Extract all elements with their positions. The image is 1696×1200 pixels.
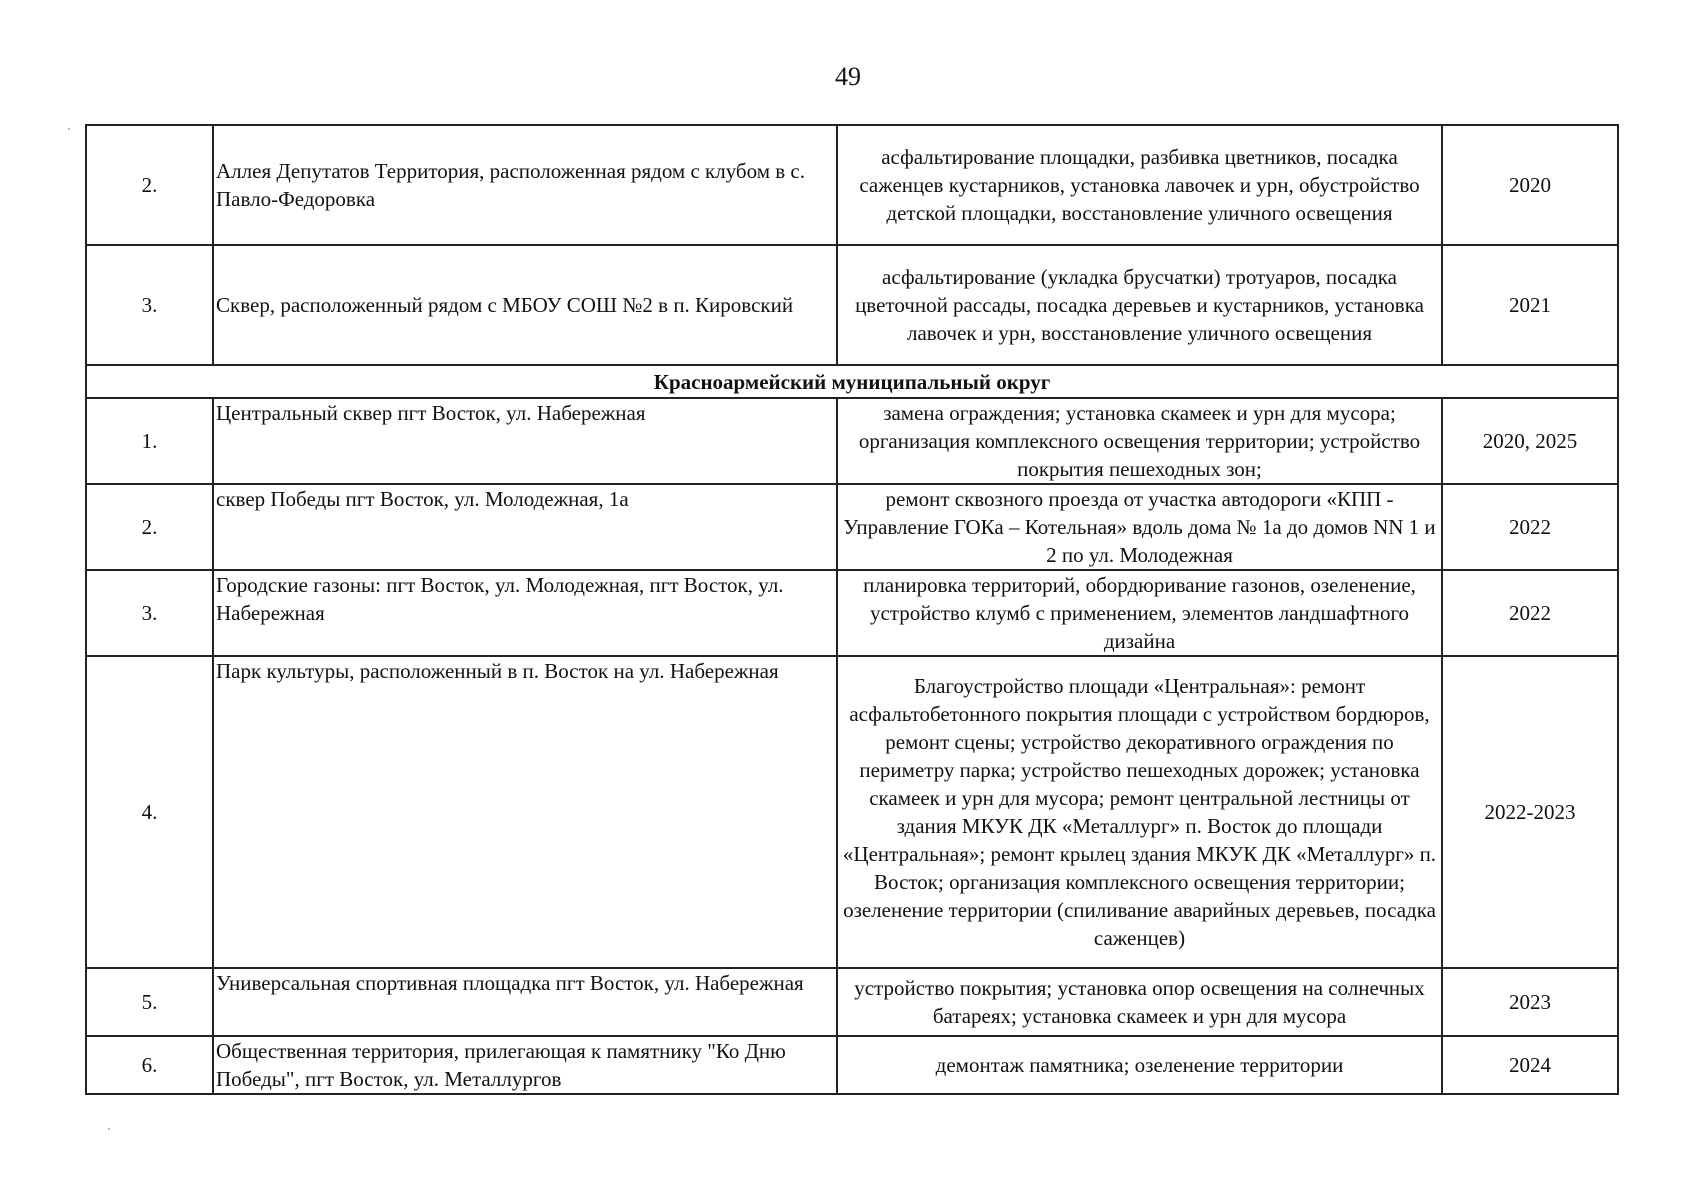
row-number: 6. xyxy=(86,1036,213,1094)
section-title: Красноармейский муниципальный округ xyxy=(86,365,1618,398)
table-row xyxy=(86,968,1618,1036)
table-row xyxy=(86,484,1618,570)
territory-name: Центральный сквер пгт Восток, ул. Набережная xyxy=(213,398,837,484)
works-description: устройство покрытия; установка опор освещения на солнечных батареях; установка скамеек и урн для мусора xyxy=(837,968,1442,1036)
table-row xyxy=(86,1036,1618,1094)
scan-mark xyxy=(68,128,70,130)
year-cell: 2021 xyxy=(1442,245,1618,365)
year-cell: 2024 xyxy=(1442,1036,1618,1094)
row-number: 4. xyxy=(86,656,213,968)
row-number: 5. xyxy=(86,968,213,1036)
year-cell: 2022 xyxy=(1442,570,1618,656)
table-row xyxy=(86,245,1618,365)
works-description: асфальтирование (укладка брусчатки) тротуаров, посадка цветочной рассады, посадка деревьев и кустарников, установка лавочек и урн, восстановление уличного освещения xyxy=(837,245,1442,365)
territory-table xyxy=(85,124,1619,1095)
year-cell: 2020, 2025 xyxy=(1442,398,1618,484)
row-number: 3. xyxy=(86,570,213,656)
territory-name: Городские газоны: пгт Восток, ул. Молодежная, пгт Восток, ул. Набережная xyxy=(213,570,837,656)
works-description: замена ограждения; установка скамеек и урн для мусора; организация комплексного освещения территории; устройство покрытия пешеходных зон; xyxy=(837,398,1442,484)
row-number: 2. xyxy=(86,484,213,570)
territory-name: Сквер, расположенный рядом с МБОУ СОШ №2 в п. Кировский xyxy=(213,245,837,365)
table-row xyxy=(86,656,1618,968)
year-cell: 2023 xyxy=(1442,968,1618,1036)
row-number: 3. xyxy=(86,245,213,365)
year-cell: 2022 xyxy=(1442,484,1618,570)
table-row xyxy=(86,125,1618,245)
row-number: 1. xyxy=(86,398,213,484)
works-description: асфальтирование площадки, разбивка цветников, посадка саженцев кустарников, установка лавочек и урн, обустройство детской площадки, восстановление уличного освещения xyxy=(837,125,1442,245)
scan-mark xyxy=(108,1128,110,1130)
year-cell: 2020 xyxy=(1442,125,1618,245)
works-description: ремонт сквозного проезда от участка автодороги «КПП - Управление ГОКа – Котельная» вдоль дома № 1а до домов NN 1 и 2 по ул. Молодежная xyxy=(837,484,1442,570)
territory-name: Универсальная спортивная площадка пгт Восток, ул. Набережная xyxy=(213,968,837,1036)
year-cell: 2022-2023 xyxy=(1442,656,1618,968)
page-number: 49 xyxy=(835,62,861,91)
row-number: 2. xyxy=(86,125,213,245)
section-header-row xyxy=(86,365,1618,398)
works-description: планировка территорий, обордюривание газонов, озеленение, устройство клумб с применением, элементов ландшафтного дизайна xyxy=(837,570,1442,656)
works-description: демонтаж памятника; озеленение территории xyxy=(837,1036,1442,1094)
works-description: Благоустройство площади «Центральная»: ремонт асфальтобетонного покрытия площади с устройством бордюров, ремонт сцены; устройство декоративного ограждения по периметру парка; устройство пешеходных дорожек; установка скамеек и урн для мусора; ремонт центральной лестницы от здания МКУК ДК «Металлург» п. Восток до площади «Центральная»; ремонт крылец здания МКУК ДК «Металлург» п. Восток; организация комплексного освещения территории; озеленение территории (спиливание аварийных деревьев, посадка саженцев) xyxy=(837,656,1442,968)
territory-name: Парк культуры, расположенный в п. Восток на ул. Набережная xyxy=(213,656,837,968)
table-row xyxy=(86,398,1618,484)
table-row xyxy=(86,570,1618,656)
territory-name: сквер Победы пгт Восток, ул. Молодежная, 1а xyxy=(213,484,837,570)
territory-name: Аллея Депутатов Территория, расположенная рядом с клубом в с. Павло-Федоровка xyxy=(213,125,837,245)
territory-name: Общественная территория, прилегающая к памятнику "Ко Дню Победы", пгт Восток, ул. Металлургов xyxy=(213,1036,837,1094)
